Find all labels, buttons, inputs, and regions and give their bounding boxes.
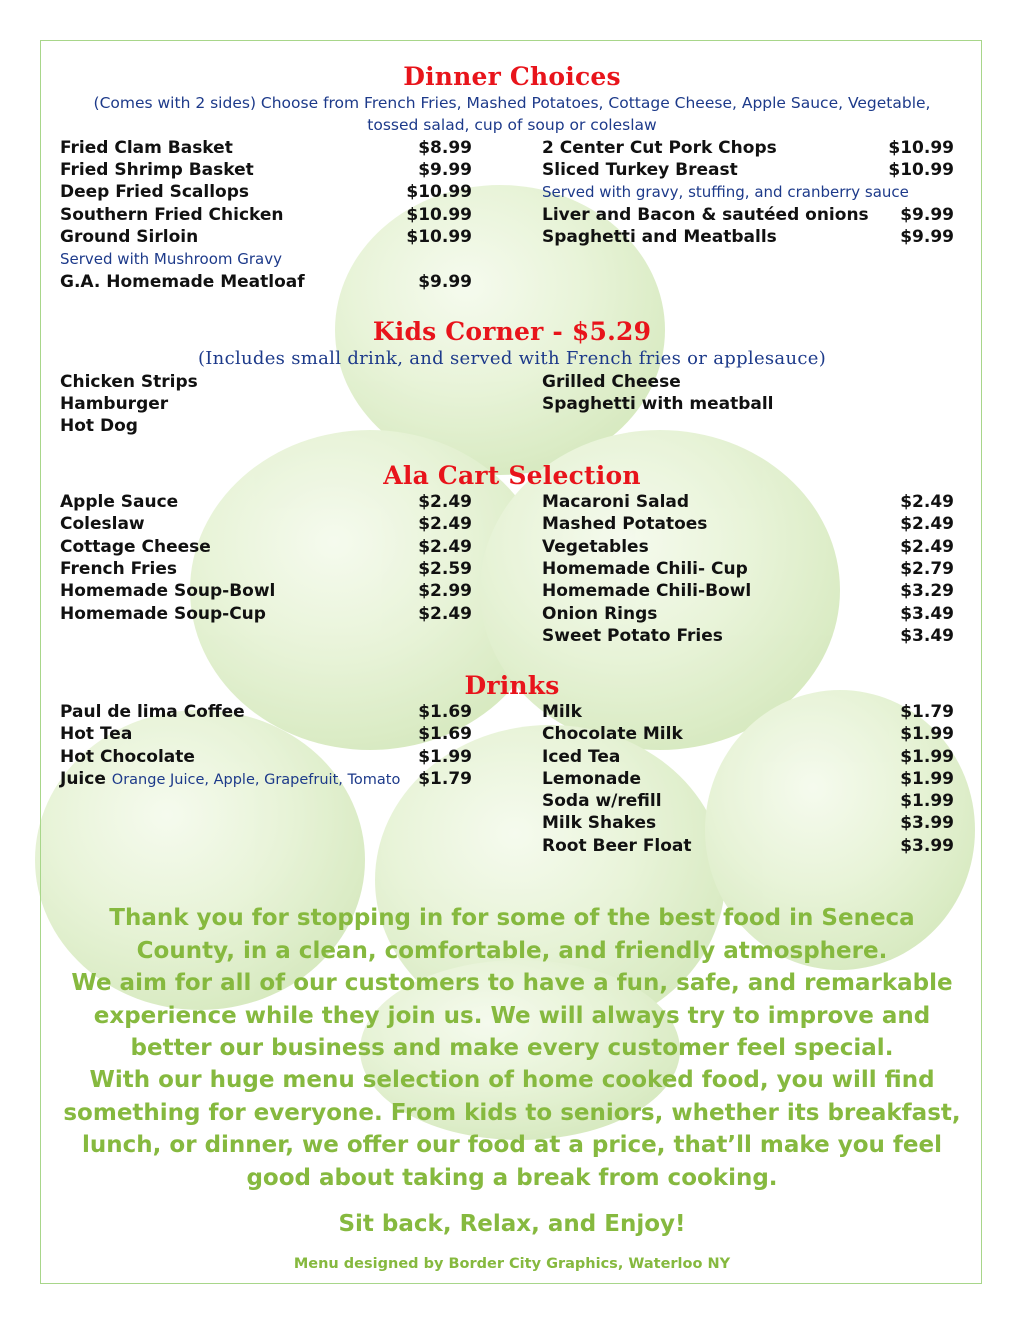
menu-item: Hot Chocolate $1.99 [60,747,472,767]
juice-name: Juice [60,769,106,789]
alacart-title: Ala Cart Selection [383,461,641,490]
menu-item: Apple Sauce $2.49 [60,492,472,512]
menu-item: Macaroni Salad $2.49 [542,492,954,512]
menu-item: Hot Tea $1.69 [60,724,472,744]
menu-item: Lemonade $1.99 [542,769,954,789]
menu-item: Cottage Cheese $2.49 [60,537,472,557]
menu-item: Milk Shakes $3.99 [542,813,954,833]
thanks-paragraph-2: We aim for all of our customers to have a fun, safe, and remarkable experience while they join us. We will always try to improve and better our business and make every customer feel special. [71,970,953,1061]
menu-item: Fried Clam Basket $8.99 [60,138,472,158]
menu-item: Southern Fried Chicken $10.99 [60,205,472,225]
juice-note: Orange Juice, Apple, Grapefruit, Tomato [111,772,401,788]
menu-item: French Fries $2.59 [60,559,472,579]
dinner-left-note: Served with Mushroom Gravy [60,250,282,268]
menu-item: Hamburger [60,394,169,414]
menu-item: Vegetables $2.49 [542,537,954,557]
menu-item: Chicken Strips [60,372,198,392]
designer-credit: Menu designed by Border City Graphics, Waterloo NY [293,1256,731,1272]
kids-title: Kids Corner - $5.29 [372,317,652,346]
menu-item: Juice Orange Juice, Apple, Grapefruit, Tomato $1.79 [60,769,472,789]
menu-item: Spaghetti with meatball [542,394,774,414]
menu-item: Sliced Turkey Breast $10.99 [542,160,954,180]
menu-item: Iced Tea $1.99 [542,747,954,767]
menu-item: Homemade Soup-Bowl $2.99 [60,581,472,601]
dinner-right-note: Served with gravy, stuffing, and cranberry sauce [542,183,909,201]
dinner-subtitle: (Comes with 2 sides) Choose from French Fries, Mashed Potatoes, Cottage Cheese, Apple Sauce, Vegetable, tossed salad, cup of soup or coleslaw [93,94,931,134]
dinner-title: Dinner Choices [403,62,621,91]
menu-item: Fried Shrimp Basket $9.99 [60,160,472,180]
closing-line: Sit back, Relax, and Enjoy! [338,1211,686,1237]
menu-item: Root Beer Float $3.99 [542,836,954,856]
menu-item: Sweet Potato Fries $3.49 [542,626,954,646]
menu-item: Spaghetti and Meatballs $9.99 [542,227,954,247]
menu-item: Grilled Cheese [542,372,681,392]
menu-item: Liver and Bacon & sautéed onions $9.99 [542,205,954,225]
menu-item: Homemade Chili-Bowl $3.29 [542,581,954,601]
menu-item: Onion Rings $3.49 [542,604,954,624]
thanks-paragraph-1: Thank you for stopping in for some of the best food in Seneca County, in a clean, comfortable, and friendly atmosphere. [109,905,915,964]
thanks-paragraph-3: With our huge menu selection of home cooked food, you will find something for everyone. From kids to seniors, whether its breakfast, lunch, or dinner, we offer our food at a price, that’ll make you feel good about taking a break from cooking. [63,1067,961,1191]
menu-item: Mashed Potatoes $2.49 [542,514,954,534]
menu-item: Homemade Chili- Cup $2.79 [542,559,954,579]
drinks-title: Drinks [464,671,560,700]
menu-item: Chocolate Milk $1.99 [542,724,954,744]
menu-item: Deep Fried Scallops $10.99 [60,182,472,202]
kids-subtitle: (Includes small drink, and served with French fries or applesauce) [197,348,827,369]
menu-item: Homemade Soup-Cup $2.49 [60,604,472,624]
menu-item: Milk $1.79 [542,702,954,722]
menu-item: Paul de lima Coffee $1.69 [60,702,472,722]
menu-item: Soda w/refill $1.99 [542,791,954,811]
menu-item: G.A. Homemade Meatloaf $9.99 [60,272,472,292]
menu-item: Coleslaw $2.49 [60,514,472,534]
menu-item: 2 Center Cut Pork Chops $10.99 [542,138,954,158]
menu-item: Hot Dog [60,416,138,436]
menu-item: Ground Sirloin $10.99 [60,227,472,247]
